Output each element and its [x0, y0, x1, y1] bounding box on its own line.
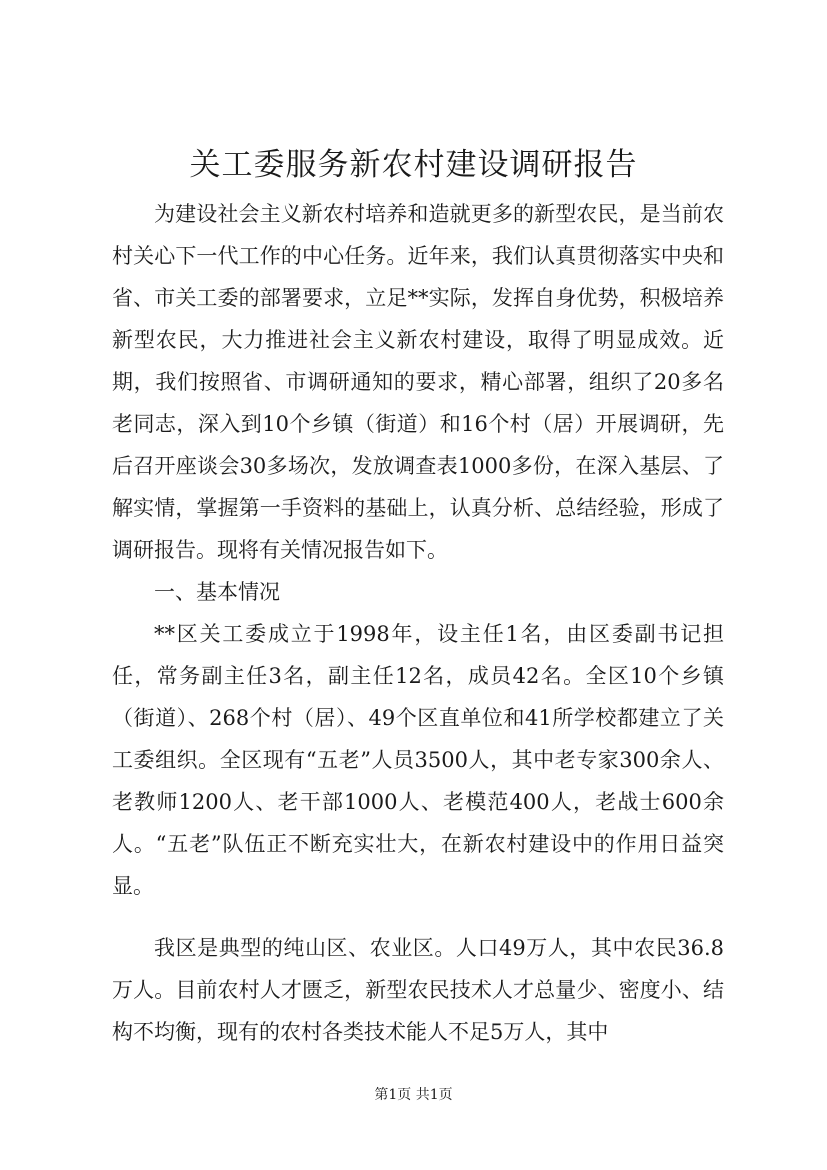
paragraph-intro: 为建设社会主义新农村培养和造就更多的新型农民，是当前农村关心下一代工作的中心任务。近年来，我们认真贯彻落实中央和省、市关工委的部署要求，立足**实际，发挥自身优势，积极培养新型农民，大力推进社会主义新农村建设，取得了明显成效。近期，我们按照省、市调研通知的要求，精心部署，组织了20多名老同志，深入到10个乡镇（街道）和16个村（居）开展调研，先后召开座谈会30多场次，发放调查表1000多份，在深入基层、了解实情，掌握第一手资料的基础上，认真分析、总结经验，形成了调研报告。现将有关情况报告如下。	[112, 202, 724, 562]
paragraph-district-profile: 我区是典型的纯山区、农业区。人口49万人，其中农民36.8万人。目前农村人才匮乏，新型农民技术人才总量少、密度小、结构不均衡，现有的农村各类技术能人不足5万人，其中	[112, 936, 724, 1044]
section-heading-basic-situation: 一、基本情况	[154, 580, 280, 604]
paragraph-committee-overview: **区关工委成立于1998年，设主任1名，由区委副书记担任，常务副主任3名，副主任12名，成员42名。全区10个乡镇（街道）、268个村（居）、49个区直单位和41所学校都建立了关工委组织。全区现有“五老”人员3500人，其中老专家300余人、老教师1200人、老干部1000人、老模范400人，老战士600余人。“五老”队伍正不断充实壮大，在新农村建设中的作用日益突显。	[112, 622, 724, 898]
document-body	[112, 193, 724, 1053]
document-title: 关工委服务新农村建设调研报告	[189, 147, 638, 183]
page-footer: 第1页 共1页	[374, 1087, 453, 1103]
